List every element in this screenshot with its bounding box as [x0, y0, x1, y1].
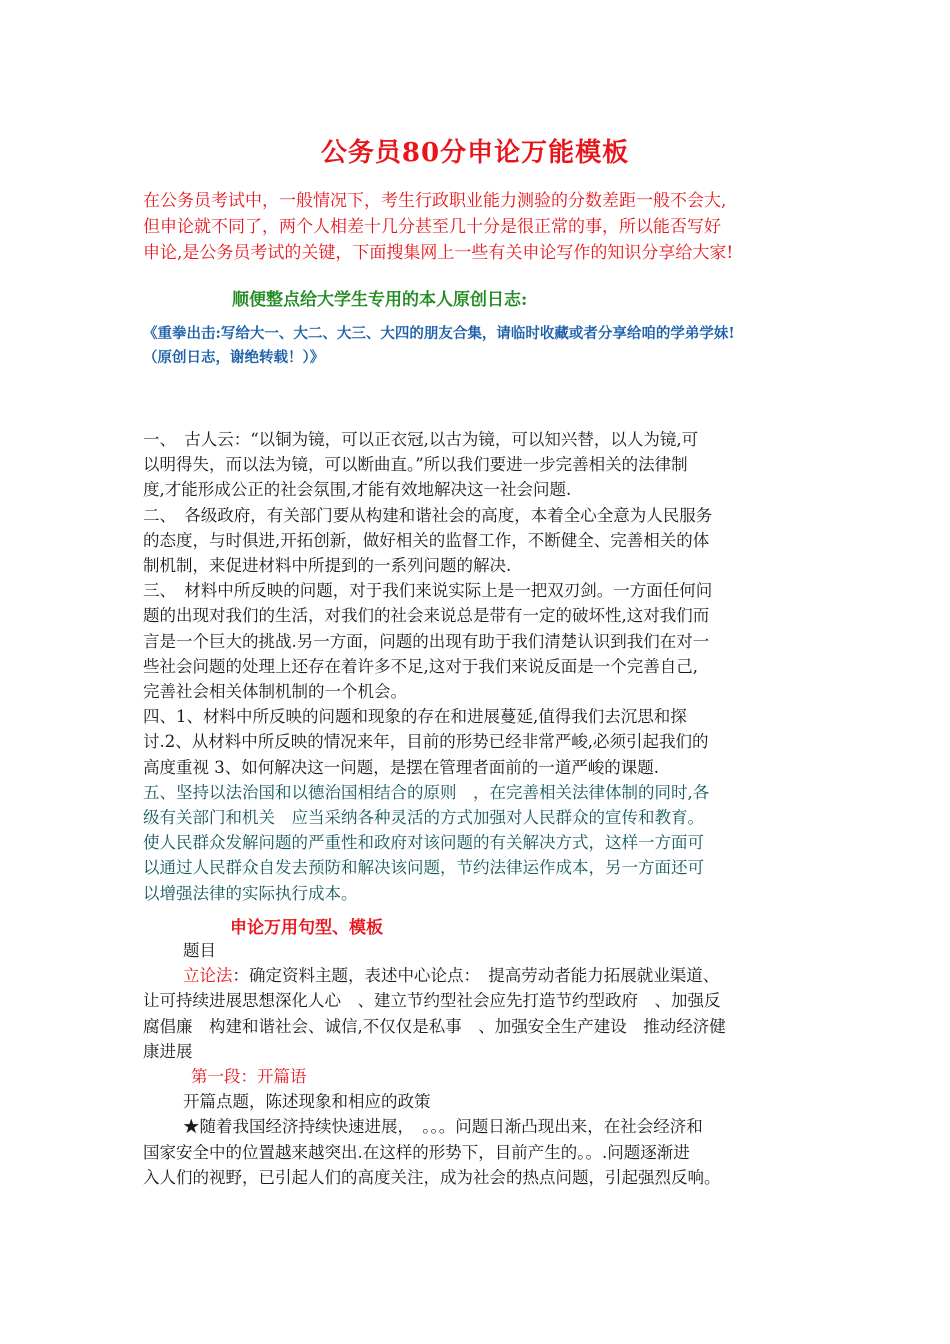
- body-line: 完善社会相关体制机制的一个机会。: [143, 682, 407, 702]
- thesis-line: 腐倡廉 构建和谐社会、诚信,不仅仅是私事 、加强安全生产建设 推动经济健: [143, 1016, 726, 1036]
- template-section: [143, 938, 823, 1190]
- intro-line: 在公务员考试中，一般情况下，考生行政职业能力测验的分数差距一般不会大,: [143, 191, 727, 211]
- thesis-text: ：确定资料主题，表述中心论点： 提高劳动者能力拓展就业渠道、: [232, 966, 720, 986]
- diary-note: [143, 322, 823, 370]
- paragraph1-heading: 第一段：开篇语: [191, 1067, 307, 1087]
- body-line: 高度重视 3、如何解决这一问题，是摆在管理者面前的一道严峻的课题.: [143, 757, 659, 777]
- body-line: 二、 各级政府，有关部门要从构建和谐社会的高度，本着全心全意为人民服务: [143, 505, 713, 525]
- body-line: 一、 古人云：“以铜为镜，可以正衣冠,以古为镜，可以知兴替，以人为镜,可: [143, 430, 699, 449]
- template-section-heading: 申论万用句型、模板: [230, 918, 383, 938]
- star-line: ★随着我国经济持续快速进展， 。。。问题日渐凸现出来，在社会经济和: [183, 1117, 703, 1137]
- body-line: 以通过人民群众自发去预防和解决该问题，节约法律运作成本，另一方面还可: [143, 858, 704, 878]
- star-line: 国家安全中的位置越来越突出.在这样的形势下，目前产生的。。.问题逐渐进: [143, 1142, 690, 1162]
- body-line: 三、 材料中所反映的问题，对于我们来说实际上是一把双刃剑。一方面任何问: [143, 581, 713, 601]
- body-line: 级有关部门和机关 应当采纳各种灵活的方式加强对人民群众的宣传和教育。: [143, 808, 704, 828]
- intro-line: 但申论就不同了，两个人相差十几分甚至几十分是很正常的事，所以能否写好: [143, 217, 721, 237]
- diary-note-line: 《重拳出击:写给大一、大二、大三、大四的朋友合集，请临时收藏或者分享给咱的学弟学妹!: [143, 325, 735, 342]
- main-body: [143, 427, 823, 906]
- body-line: 以明得失，而以法为镜，可以断曲直。”所以我们要进一步完善相关的法律制: [143, 455, 688, 475]
- thesis-line: 康进展: [143, 1041, 193, 1061]
- body-line: 题的出现对我们的生活，对我们的社会来说总是带有一定的破坏性,这对我们而: [143, 606, 710, 626]
- body-line: 制机制，来促进材料中所提到的一系列问题的解决.: [143, 556, 512, 576]
- intro-line: 申论,是公务员考试的关键，下面搜集网上一些有关申论写作的知识分享给大家!: [143, 243, 734, 263]
- body-line: 讨.2、从材料中所反映的情况来年，目前的形势已经非常严峻,必须引起我们的: [143, 732, 709, 752]
- star-line: 入人们的视野，已引起人们的高度关注，成为社会的热点问题，引起强烈反响。: [143, 1167, 721, 1187]
- paragraph1-desc: 开篇点题，陈述现象和相应的政策: [183, 1092, 431, 1112]
- thesis-line: [143, 963, 823, 988]
- subject-label: 题目: [183, 941, 216, 960]
- body-line: 的态度，与时俱进,开拓创新，做好相关的监督工作，不断健全、完善相关的体: [143, 530, 710, 550]
- thesis-label: 立论法: [183, 966, 233, 986]
- body-line: 度,才能形成公正的社会氛围,才能有效地解决这一社会问题.: [143, 480, 572, 500]
- body-line: 以增强法律的实际执行成本。: [143, 883, 358, 903]
- document-title: 公务员80分申论万能模板: [320, 138, 630, 168]
- intro-paragraph: [143, 188, 823, 266]
- diary-note-line: （原创日志，谢绝转载！）》: [143, 349, 325, 366]
- diary-heading: 顺便整点给大学生专用的本人原创日志:: [232, 290, 528, 310]
- thesis-line: 让可持续进展思想深化人心 、建立节约型社会应先打造节约型政府 、加强反: [143, 991, 721, 1011]
- body-line: 些社会问题的处理上还存在着许多不足,这对于我们来说反面是一个完善自己,: [143, 656, 698, 676]
- body-line: 言是一个巨大的挑战.另一方面，问题的出现有助于我们清楚认识到我们在对一: [143, 631, 710, 651]
- body-line: 五、坚持以法治国和以德治国相结合的原则 ，在完善相关法律体制的同时,各: [143, 782, 710, 802]
- body-line: 四、1、材料中所反映的问题和现象的存在和进展蔓延,值得我们去沉思和探: [143, 707, 687, 727]
- body-line: 使人民群众发解问题的严重性和政府对该问题的有关解决方式，这样一方面可: [143, 833, 704, 853]
